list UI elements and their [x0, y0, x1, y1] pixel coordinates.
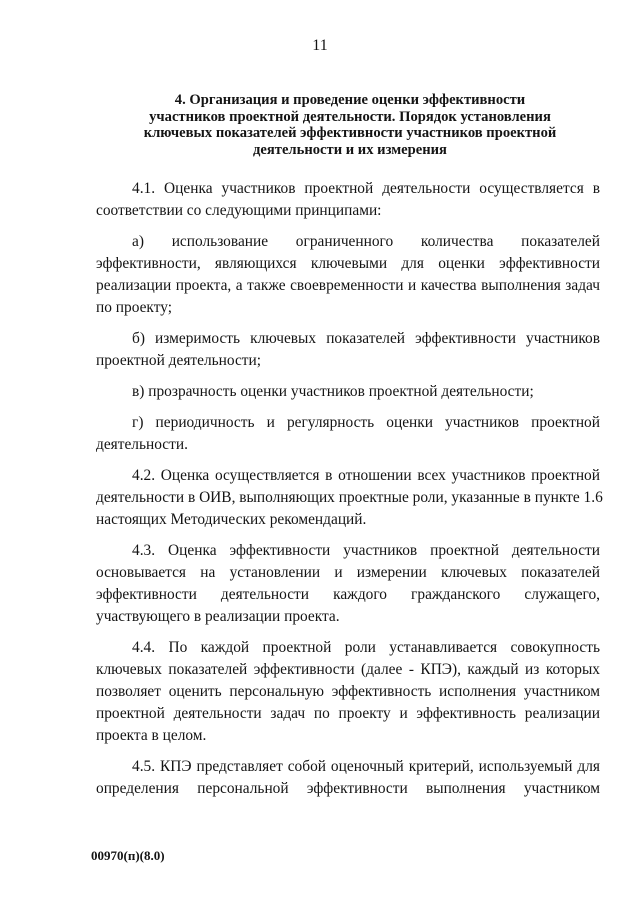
heading-line: 4. Организация и проведение оценки эффективности — [174, 92, 526, 108]
heading-line: деятельности и их измерения — [253, 141, 447, 158]
text-line: основывается на установлении и измерении ключевых показателей — [96, 564, 600, 581]
text-line: ключевых показателей эффективности (далее - КПЭ), каждый из которых — [96, 661, 600, 678]
paragraph-item-v — [96, 381, 600, 403]
paragraph-4-2 — [96, 465, 603, 531]
text-line: 4.5. КПЭ представляет собой оценочный критерий, используемый для — [132, 758, 600, 775]
text-line: б) измеримость ключевых показателей эффективности участников — [132, 330, 600, 347]
text-line: 4.1. Оценка участников проектной деятельности осуществляется в — [132, 180, 600, 197]
text-line: эффективности деятельности каждого гражданского служащего, — [96, 586, 600, 603]
text-line: проектной деятельности задач по проекту и эффективность реализации — [96, 705, 600, 722]
section-heading — [110, 92, 590, 158]
text-line: г) периодичность и регулярность оценки участников проектной — [132, 414, 600, 431]
heading-line: ключевых показателей эффективности участников проектной — [143, 125, 557, 141]
text-line: участвующего в реализации проекта. — [96, 608, 340, 625]
paragraph-item-b — [96, 328, 600, 372]
text-line: 4.3. Оценка эффективности участников проектной деятельности — [132, 542, 600, 559]
page-number: 11 — [312, 37, 328, 54]
text-line: реализации проекта, а также своевременности и качества выполнения задач — [96, 277, 600, 294]
text-line: позволяет оценить персональную эффективность исполнения участником — [96, 683, 600, 700]
text-line: соответствии со следующими принципами: — [96, 202, 382, 219]
text-line: 4.4. По каждой проектной роли устанавливается совокупность — [132, 639, 600, 656]
body-text — [96, 178, 603, 809]
text-line: а) использование ограниченного количества показателей — [132, 233, 600, 250]
paragraph-item-a — [96, 231, 600, 319]
text-line: деятельности в ОИВ, выполняющих проектные роли, указанные в пункте 1.6 — [96, 489, 603, 506]
paragraph-4-3 — [96, 540, 600, 628]
document-code: 00970(п)(8.0) — [91, 848, 165, 863]
text-line: определения персональной эффективности выполнения участником — [96, 780, 600, 797]
text-line: настоящих Методических рекомендаций. — [96, 511, 367, 528]
text-line: по проекту; — [96, 299, 172, 316]
text-line: эффективности, являющихся ключевыми для оценки эффективности — [96, 255, 600, 272]
text-line: в) прозрачность оценки участников проектной деятельности; — [132, 383, 534, 400]
text-line: 4.2. Оценка осуществляется в отношении всех участников проектной — [132, 467, 600, 484]
text-line: деятельности. — [96, 436, 188, 453]
paragraph-item-g — [96, 412, 600, 456]
paragraph-4-5 — [96, 756, 600, 800]
text-line: проекта в целом. — [96, 727, 207, 744]
paragraph-4-1 — [96, 178, 600, 222]
heading-line: участников проектной деятельности. Порядок установления — [149, 108, 551, 125]
text-line: проектной деятельности; — [96, 352, 262, 369]
paragraph-4-4 — [96, 637, 600, 747]
